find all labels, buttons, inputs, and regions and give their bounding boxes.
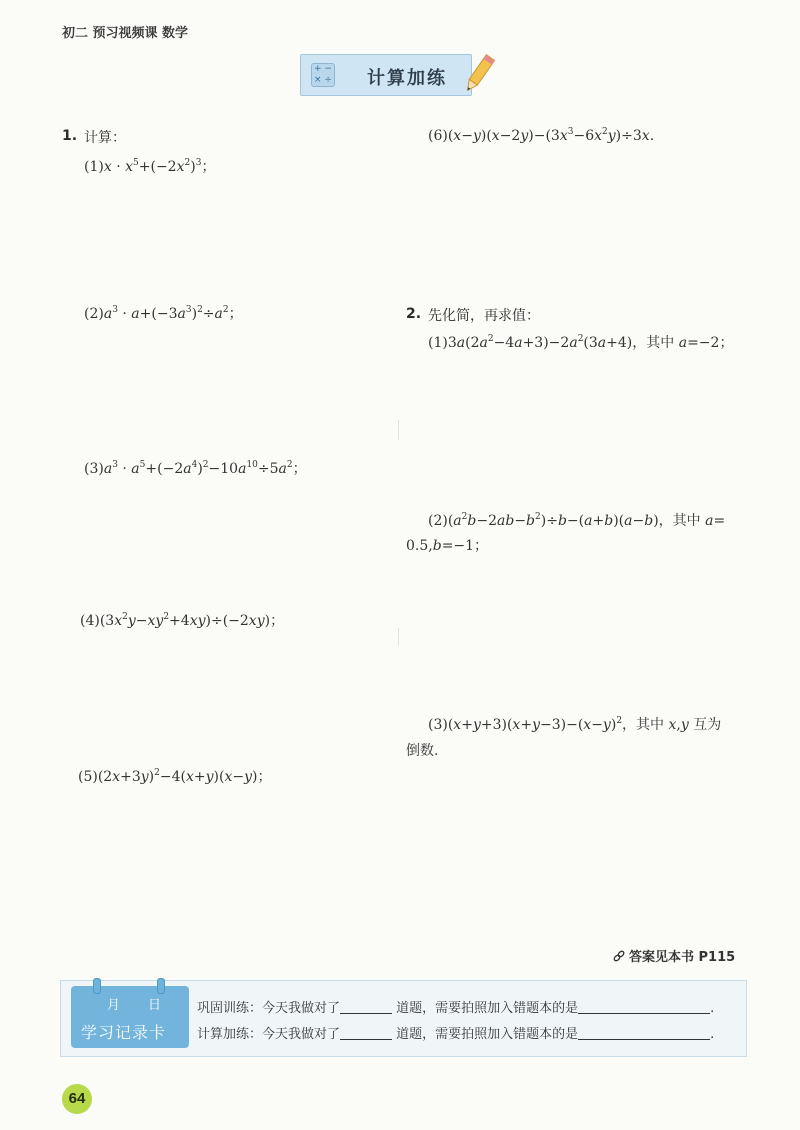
calculator-grid-icon: + − × ÷ [311,63,335,87]
question-1-item-4: $(4)(3x^2y-xy^2+4xy)\div(-2xy)$； [80,612,285,629]
binder-ring-icon [93,978,101,994]
question-2-prompt: 先化简，再求值： [428,308,540,324]
record-line-1-prefix: 巩固训练：今天我做对了 [197,1001,341,1016]
question-1-number: 1. [62,128,78,144]
question-1-item-1: $(1)x \cdot x^5+(-2x^2)^3$； [84,158,216,175]
binder-ring-icon [157,978,165,994]
question-2-number: 2. [406,306,422,322]
record-month-label: 月 [107,998,121,1013]
question-1-item-6: $(6)(x-y)(x-2y)-(3x^3-6x^2y)\div 3x$. [428,127,655,144]
correct-count-blank-1[interactable] [340,1001,392,1014]
study-record-card [60,980,747,1057]
link-icon [612,949,626,963]
record-line-1-middle: 道题，需要拍照加入错题本的是 [396,1001,579,1016]
record-line-extra-practice [197,1023,714,1042]
record-line-consolidation [197,997,714,1016]
question-2-item-2-line-1: $(2)(a^2b-2ab-b^2)\div b-(a+b)(a-b)$，其中 a= [428,512,726,529]
page-number-badge: 64 [62,1084,92,1114]
question-1-item-2: $(2)a^3 \cdot a+(-3a^3)^2\div a^2$； [84,305,243,322]
record-line-2-prefix: 计算加练：今天我做对了 [197,1027,341,1042]
correct-count-blank-2[interactable] [340,1027,392,1040]
question-2-item-2-line-2: 0.5,b=−1； [406,538,489,554]
question-1-item-3: $(3)a^3 \cdot a^5+(-2a^4)^2-10a^{10}\div 5a^2$； [84,460,307,477]
record-line-2-middle: 道题，需要拍照加入错题本的是 [396,1027,579,1042]
mistake-list-blank-1[interactable] [578,1001,710,1014]
column-divider-mark [398,628,399,646]
question-2-item-3-line-1: $(3)(x+y+3)(x+y-3)-(x-y)^2$，其中 x,y 互为 [428,716,722,733]
record-line-1-end: . [710,1001,715,1016]
mistake-list-blank-2[interactable] [578,1027,710,1040]
answer-reference-text: 答案见本书 P115 [629,950,736,965]
question-1-item-5: $(5)(2x+3y)^2-4(x+y)(x-y)$； [78,768,272,785]
record-day-label: 日 [148,998,162,1013]
record-date [107,994,189,1013]
column-divider-mark [398,420,399,440]
question-2-item-3-line-2: 倒数. [406,743,439,759]
title-banner [300,54,472,96]
record-card-title: 学习记录卡 [81,1023,167,1042]
header-label: 初二 预习视频课 数学 [62,26,189,41]
page-title: 计算加练 [367,68,447,89]
question-2-item-1: $(1)3a(2a^2-4a+3)-2a^2(3a+4)$，其中 a=−2； [428,334,734,351]
record-card-tag [71,986,189,1048]
answer-reference [612,946,735,965]
pencil-icon [462,52,496,96]
question-1-prompt: 计算： [84,130,126,146]
record-line-2-end: . [710,1027,715,1042]
